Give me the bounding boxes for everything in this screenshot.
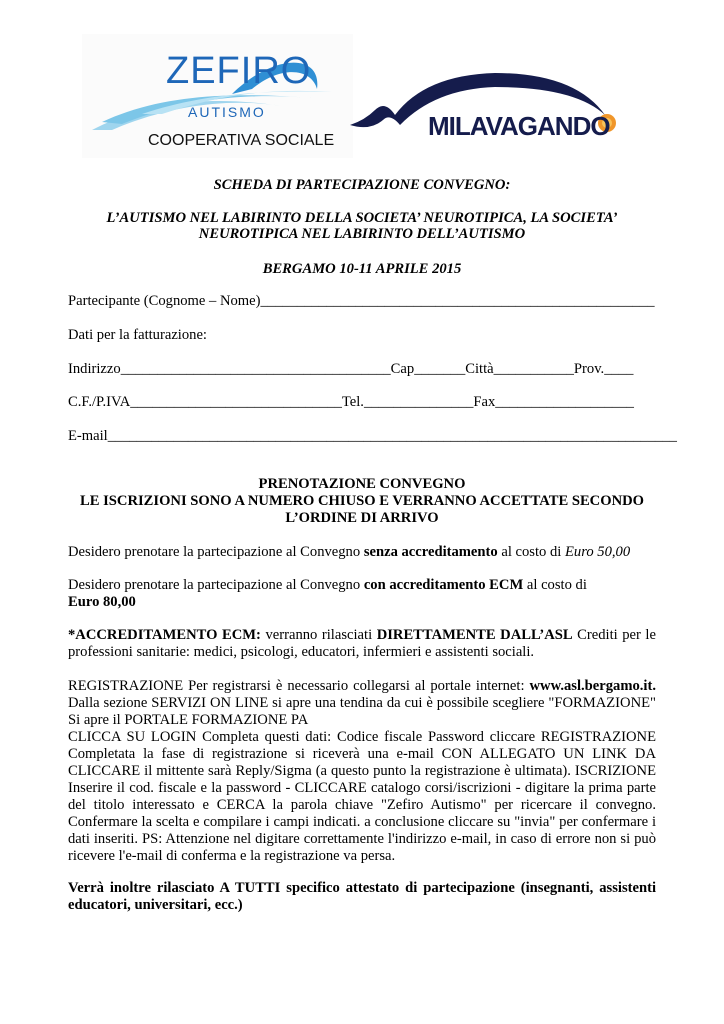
registration-line-8: del titolo interessato e CERCA la parola chiave "Zefiro Autismo" per ricercare il convegno. [68,797,656,813]
option1-mid: al costo di [497,544,565,560]
prov-blank[interactable]: ____ [604,361,634,377]
conference-title-line-2: NEUROTIPICA NEL LABIRINTO DELL’AUTISMO [198,226,526,242]
conference-title-line-1: L’AUTISMO NEL LABIRINTO DELLA SOCIETA’ NEUROTIPICA, LA SOCIETA’ [106,210,618,226]
ecm-text-1: verranno rilasciati [260,627,377,643]
logo-header [0,0,724,170]
registration-line-3: Si apre il PORTALE FORMAZIONE PA [68,712,309,728]
tel-label: Tel. [341,394,364,410]
participant-blank[interactable]: ______________________________________________________ [260,293,655,309]
fax-blank[interactable]: ___________________ [495,394,634,410]
address-label: Indirizzo [68,361,121,377]
cf-label: C.F./P.IVA [68,394,131,410]
registration-line-5: Completata la fase di registrazione si riceverà una e-mail CON ALLEGATO UN LINK DA [68,746,656,762]
conference-date: BERGAMO 10-11 APRILE 2015 [262,261,462,277]
ecm-bold: DIRETTAMENTE DALL’ASL [376,627,573,643]
form-title: SCHEDA DI PARTECIPAZIONE CONVEGNO: [213,177,511,193]
address-row [68,361,650,379]
participant-field [68,293,655,311]
option1-bold: senza accreditamento [363,544,498,560]
certificate-notice [68,880,656,914]
ecm-paragraph [68,627,656,661]
registration-line-4: CLICCA SU LOGIN Completa questi dati: Codice fiscale Password cliccare REGISTRAZIONE [68,729,656,745]
milavagando-logo: MILAVAGANDO [428,111,610,141]
option2-price: Euro 80,00 [68,594,136,610]
option-without-accreditation [68,544,656,561]
email-label: E-mail [68,428,108,444]
fax-label: Fax [473,394,496,410]
email-row [68,428,677,446]
option1-price: Euro 50,00 [564,544,631,560]
option-with-accreditation [68,577,656,611]
cap-blank[interactable]: _______ [414,361,466,377]
address-blank[interactable]: _____________________________________ [120,361,391,377]
booking-notice-line-2: L’ORDINE DI ARRIVO [285,510,439,526]
cf-blank[interactable]: _____________________________ [130,394,342,410]
zefiro-cooperative: COOPERATIVA SOCIALE [148,132,335,149]
option1-text: Desidero prenotare la partecipazione al Convegno [68,544,364,560]
registration-line-6: CLICCARE il mittente sarà Reply/Sigma (a questo punto la registrazione è ultimata). ISCRIZIONE [68,763,656,779]
zefiro-subtitle: AUTISMO [188,104,266,120]
prov-label: Prov. [573,361,605,377]
certificate-line-2: educatori, universitari, ecc.) [68,897,243,913]
registration-url[interactable]: www.asl.bergamo.it. [529,678,656,694]
ecm-line-2: professioni sanitarie: medici, psicologi, educatori, infermieri e assistenti sociali. [68,644,535,660]
option2-text: Desidero prenotare la partecipazione al Convegno [68,577,364,593]
registration-line-2: Dalla sezione SERVIZI ON LINE si apre una tendina da cui è possibile scegliere "FORMAZIONE" [68,695,656,711]
city-label: Città [465,361,494,377]
participant-label: Partecipante (Cognome – Nome) [68,293,261,309]
booking-title: PRENOTAZIONE CONVEGNO [258,476,466,492]
zefiro-title: ZEFIRO [166,50,312,92]
booking-notice-line-1: LE ISCRIZIONI SONO A NUMERO CHIUSO E VERRANNO ACCETTATE SECONDO [80,493,644,509]
registration-line-10: dati inseriti. PS: Attenzione nel digitare correttamente l'indirizzo e-mail, in caso di errore non si può [68,831,656,847]
billing-heading: Dati per la fatturazione: [68,327,207,343]
cap-label: Cap [390,361,415,377]
registration-intro: REGISTRAZIONE Per registrarsi è necessario collegarsi al portale internet: [68,678,530,694]
ecm-text-2: Crediti per le [572,627,656,643]
registration-line-11: ricevere l'e-mail di conferma e la registrazione va persa. [68,848,396,864]
registration-line-1 [68,678,656,695]
registration-line-9: Confermare la scelta e compilare i campi indicati. a conclusione cliccare su "invia" per confermare i [68,814,656,830]
option2-mid: al costo di [523,577,587,593]
registration-line-7: Inserire il cod. fiscale e la password - CLICCARE catalogo corsi/iscrizioni - digitare la prima parte [68,780,656,796]
registration-paragraph [68,678,656,865]
city-blank[interactable]: ___________ [493,361,574,377]
option2-bold: con accreditamento ECM [363,577,524,593]
tax-row [68,394,650,412]
email-blank[interactable]: ______________________________________________________________________________ [107,428,677,444]
certificate-line-1: Verrà inoltre rilasciato A TUTTI specifico attestato di partecipazione (insegnanti, assistenti [68,880,656,896]
tel-blank[interactable]: _______________ [363,394,474,410]
ecm-label: *ACCREDITAMENTO ECM: [68,627,261,643]
ecm-line-1 [68,627,656,644]
